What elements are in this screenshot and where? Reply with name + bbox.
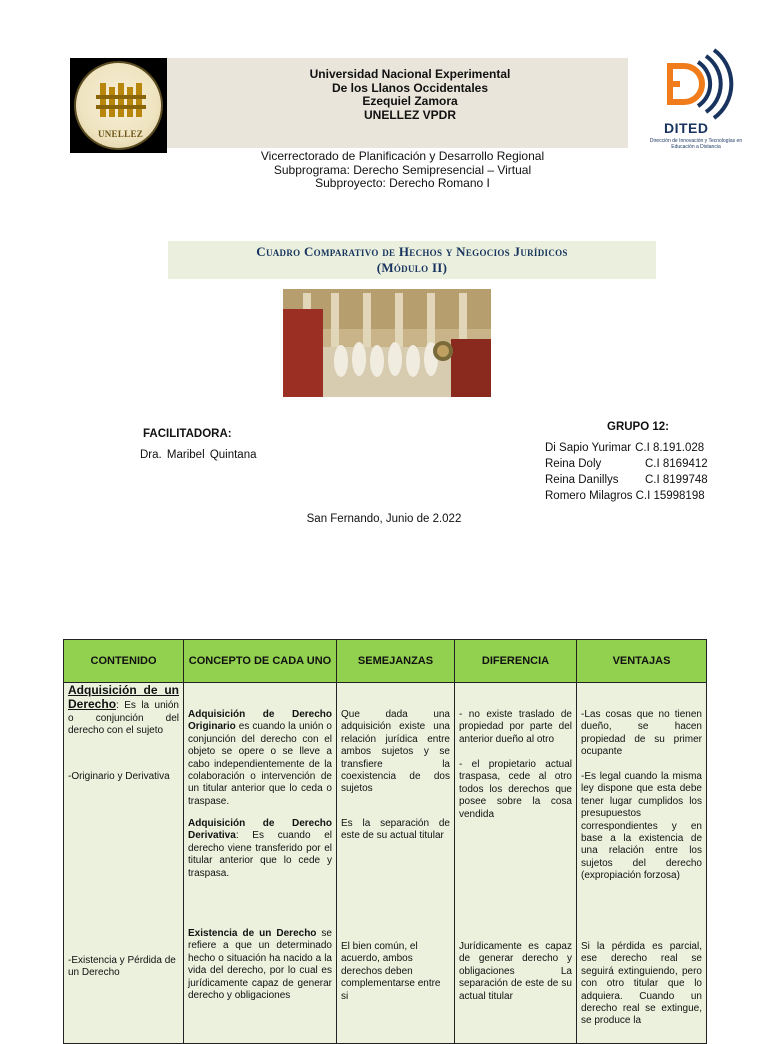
column-header: DIFERENCIA [455,640,577,683]
vicerrectorado-block [240,150,565,191]
grupo-member-row [545,440,708,456]
dited-logo [640,48,750,158]
vice-line: Subproyecto: Derecho Romano I [315,176,490,190]
table-cell-semejanzas [337,683,455,1044]
table-header-row [64,640,707,683]
grupo-label: GRUPO 12: [607,421,669,433]
unellez-logo-text: UNELLEZ [97,129,144,139]
contenido-heading-rest: : Es la unión o conjunción del derecho con el sujeto [68,700,179,737]
university-line: Ezequiel Zamora [362,94,458,108]
ventaja-text: Si la pérdida es parcial, ese derecho real se seguirá extinguiendo, pero con otro titular que lo adquiera. Cuando un derecho real se extingue, se produce la [581,941,702,1027]
concepto-text: se refiere a que un determinado hecho o situación ha nacido a la vida del derecho, por lo cual es jurídicamente capaz de generar derecho y obligaciones [188,928,332,1002]
grupo-members [545,440,708,504]
dited-subtitle: Dirección de Innovación y Tecnologías en Educación a Distancia [649,138,743,150]
comparison-table [63,639,707,1044]
contenido-item: -Existencia y Pérdida de un Derecho [68,955,176,979]
facilitadora-label: FACILITADORA: [143,428,232,440]
member-ci: C.I 15998198 [635,490,705,502]
university-name-block [260,68,560,122]
concepto-term: Adquisición de Derecho Derivativa [188,818,332,842]
table-row [64,683,707,1044]
dited-name: DITED [664,120,709,136]
vice-line: Vicerrectorado de Planificación y Desarrollo Regional [260,149,545,163]
member-ci: C.I 8199748 [645,474,708,486]
document-subtitle: (Módulo II) [376,260,448,275]
contenido-heading: Adquisición de un Derecho [68,683,179,712]
diferencia-text: Jurídicamente es capaz de generar derecho y obligaciones La separación de este de su actual titular [459,941,572,1002]
university-line: De los Llanos Occidentales [331,80,489,95]
column-header: CONCEPTO DE CADA UNO [184,640,337,683]
grupo-member-row [545,456,708,472]
member-name: Reina Doly [545,458,602,470]
semejanza-text: Es la separación de este de su actual titular [341,818,450,842]
table-cell-diferencia [455,683,577,1044]
column-header: VENTAJAS [577,640,707,683]
grupo-member-row [545,488,708,504]
column-header: CONTENIDO [64,640,184,683]
dited-emblem-icon [640,48,750,120]
member-ci: C.I 8169412 [645,458,708,470]
place-date: San Fernando, Junio de 2.022 [306,513,462,525]
unellez-logo [70,58,167,153]
concepto-text: : Es cuando el derecho viene transferido por el titular anterior que lo cede y traspasa. [188,830,332,879]
member-name: Romero Milagros [545,490,633,502]
concepto-term: Adquisición de Derecho Originario [188,709,332,733]
document-title: Cuadro Comparativo de Hechos y Negocios Jurídicos [256,244,568,259]
member-name: Di Sapio Yurimar [545,442,632,454]
table-cell-contenido [64,683,184,1044]
ventaja-text: -Es legal cuando la misma ley dispone que esta debe tener lugar cumplidos los presupuestos correspondientes y en base a la existencia de una relación entre los sujetos del derecho (expropiación forzosa) [581,771,702,882]
concepto-text: es cuando la unión o conjunción del derecho con el objeto se opere o se lleve a cabo independientemente de la colaboración o intervención de un titular anterior que lo ceda o traspase. [188,721,332,807]
member-name: Reina Danillys [545,474,619,486]
column-header: SEMEJANZAS [337,640,455,683]
contenido-item: -Originario y Derivativa [68,771,170,782]
table-cell-concepto [184,683,337,1044]
semejanza-text: El bien común, el acuerdo, ambos derechos deben complementarse entre si [341,941,441,1002]
roman-forum-painting [283,289,491,397]
diferencia-text: - no existe traslado de propiedad por parte del anterior dueño al otro [459,709,572,745]
facilitadora-name: Dra. Maribel Quintana [140,449,257,461]
document-title-box [168,241,656,279]
ventaja-text: -Las cosas que no tienen dueño, se hacen propiedad de su primer ocupante [581,709,702,758]
diferencia-text: - el propietario actual traspasa, cede al otro todos los derechos que posee sobre la cosa vendida [459,759,572,820]
university-line: UNELLEZ VPDR [363,107,456,122]
unellez-emblem-icon [92,79,149,125]
member-ci: C.I 8.191.028 [635,442,705,454]
table-cell-ventajas [577,683,707,1044]
university-line: Universidad Nacional Experimental [309,67,511,81]
semejanza-text: Que dada una adquisición existe una relación jurídica entre ambos sujetos y se transfiere la coexistencia de dos sujetos [341,709,450,795]
concepto-term: Existencia de un Derecho [188,928,317,939]
grupo-member-row [545,472,708,488]
vice-line: Subprograma: Derecho Semipresencial – Virtual [273,162,532,177]
